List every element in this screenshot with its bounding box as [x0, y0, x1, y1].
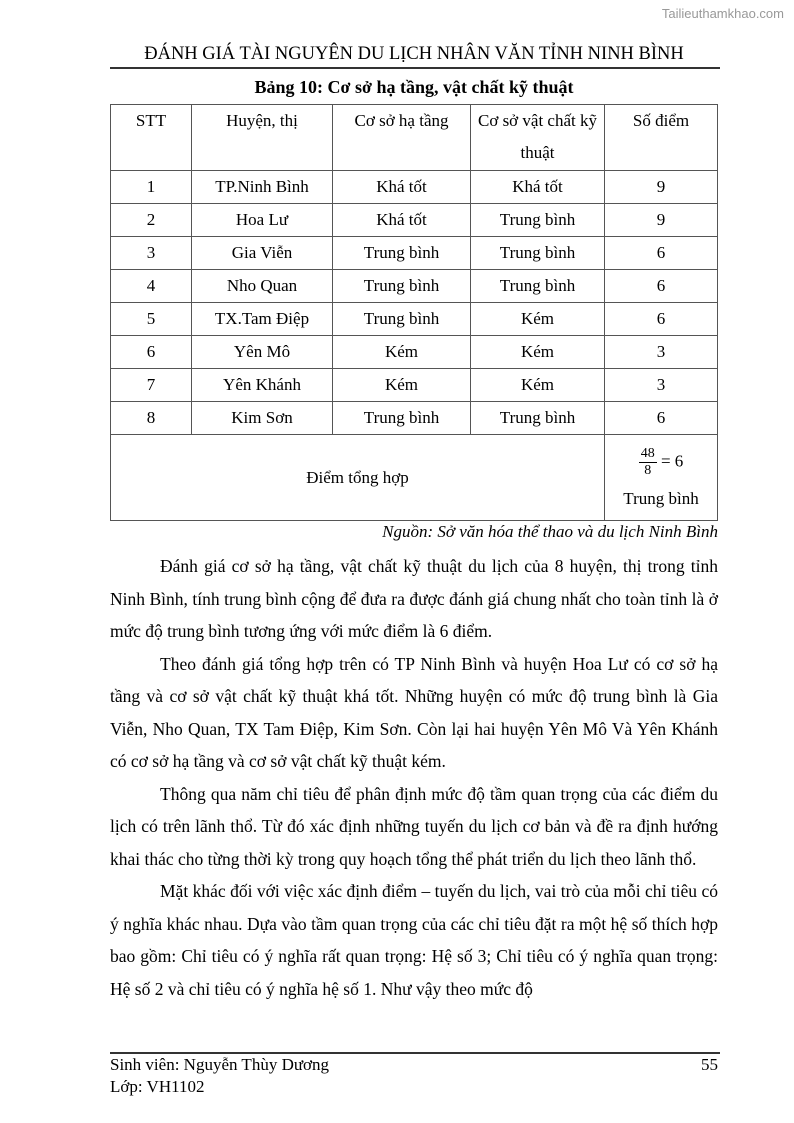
table-cell: 6 — [605, 402, 718, 435]
table-cell: 1 — [111, 171, 192, 204]
table-cell: Nho Quan — [192, 270, 333, 303]
watermark: Tailieuthamkhao.com — [661, 6, 784, 21]
denominator: 8 — [644, 463, 652, 478]
table-cell: 9 — [605, 204, 718, 237]
running-header: ĐÁNH GIÁ TÀI NGUYÊN DU LỊCH NHÂN VĂN TỈNH NINH BÌNH — [144, 44, 684, 64]
table-cell: 2 — [111, 204, 192, 237]
table-row — [111, 369, 718, 402]
table-cell: Yên Mô — [192, 336, 333, 369]
table-cell: TP.Ninh Bình — [192, 171, 333, 204]
table-cell: Khá tốt — [333, 171, 471, 204]
header-cell: Số điểm — [605, 105, 718, 171]
table-cell: Khá tốt — [471, 171, 605, 204]
table-cell: Trung bình — [333, 303, 471, 336]
table-cell: 3 — [605, 369, 718, 402]
table-row — [111, 402, 718, 435]
paragraph: Mặt khác đối với việc xác định điểm – tuyến du lịch, vai trò của mỗi chỉ tiêu có ý nghĩa khác nhau. Dựa vào tầm quan trọng của các chỉ tiêu đặt ra một hệ số thích hợp bao gồm: Chỉ tiêu có ý nghĩa rất quan trọng: Hệ số 3; Chỉ tiêu có ý nghĩa quan trọng: Hệ số 2 và chỉ tiêu có ý nghĩa hệ số 1. Như vậy theo mức độ — [110, 881, 718, 999]
table-cell: 5 — [111, 303, 192, 336]
page-number: 55 — [701, 1055, 718, 1074]
table-cell: Khá tốt — [333, 204, 471, 237]
table-cell: 9 — [605, 171, 718, 204]
fraction — [639, 446, 657, 479]
table-caption: Bảng 10: Cơ sở hạ tầng, vật chất kỹ thuật — [254, 77, 574, 97]
table-cell: Kém — [471, 369, 605, 402]
header-cell: Huyện, thị — [192, 105, 333, 171]
table-cell: Trung bình — [333, 237, 471, 270]
table-cell: Gia Viễn — [192, 237, 333, 270]
source-note: Nguồn: Sở văn hóa thể thao và du lịch Ninh Bình — [382, 522, 718, 541]
table-row — [111, 336, 718, 369]
paragraph: Đánh giá cơ sở hạ tầng, vật chất kỹ thuật du lịch của 8 huyện, thị trong tỉnh Ninh Bình, tính trung bình cộng để đưa ra được đánh giá chung nhất cho toàn tỉnh là ở mức độ trung bình tương ứng với mức điểm là 6 điểm. — [110, 556, 718, 641]
table-cell: Trung bình — [333, 402, 471, 435]
table-cell: Trung bình — [471, 402, 605, 435]
paragraph: Theo đánh giá tổng hợp trên có TP Ninh Bình và huyện Hoa Lư có cơ sở hạ tầng và cơ sở vật chất kỹ thuật khá tốt. Những huyện có mức độ trung bình là Gia Viễn, Nho Quan, TX Tam Điệp, Kim Sơn. Còn lại hai huyện Yên Mô Và Yên Khánh có cơ sở hạ tầng và cơ sở vật chất kỹ thuật kém. — [110, 653, 718, 771]
table-cell: 3 — [605, 336, 718, 369]
table-row — [111, 303, 718, 336]
footer-divider — [110, 1052, 720, 1054]
table-row — [111, 171, 718, 204]
table-cell: 8 — [111, 402, 192, 435]
table-cell: 6 — [605, 303, 718, 336]
table-row — [111, 237, 718, 270]
table-cell: 6 — [605, 270, 718, 303]
total-rating: Trung bình — [623, 489, 699, 508]
table-cell: TX.Tam Điệp — [192, 303, 333, 336]
table-cell: 7 — [111, 369, 192, 402]
header-cell: STT — [111, 105, 192, 171]
total-cell — [605, 435, 718, 521]
header-cell: Cơ sở hạ tầng — [333, 105, 471, 171]
table-cell: Trung bình — [471, 237, 605, 270]
table-cell: 3 — [111, 237, 192, 270]
table-cell: 4 — [111, 270, 192, 303]
footer-student: Sinh viên: Nguyễn Thùy Dương — [110, 1055, 330, 1074]
table-cell: Kém — [333, 369, 471, 402]
footer-class: Lớp: VH1102 — [110, 1077, 205, 1096]
data-table — [110, 104, 718, 521]
table-cell: Trung bình — [471, 270, 605, 303]
table-row — [111, 204, 718, 237]
table-cell: Kém — [471, 336, 605, 369]
table-cell: Kém — [471, 303, 605, 336]
table-cell: Trung bình — [471, 204, 605, 237]
table-cell: Hoa Lư — [192, 204, 333, 237]
header-divider — [110, 67, 720, 69]
total-label: Điểm tổng hợp — [111, 435, 605, 521]
header-cell: Cơ sở vật chất kỹ thuật — [471, 105, 605, 171]
table-cell: Kém — [333, 336, 471, 369]
table-cell: 6 — [605, 237, 718, 270]
table-cell: Yên Khánh — [192, 369, 333, 402]
total-row — [111, 435, 718, 521]
table-row — [111, 270, 718, 303]
body-text — [110, 550, 718, 1005]
table-cell: Trung bình — [333, 270, 471, 303]
table-cell: 6 — [111, 336, 192, 369]
paragraph: Thông qua năm chỉ tiêu để phân định mức độ tầm quan trọng của các điểm du lịch có trên lãnh thổ. Từ đó xác định những tuyến du lịch cơ bản và đề ra định hướng khai thác cho từng thời kỳ trong quy hoạch tổng thể phát triển du lịch theo lãnh thổ. — [110, 783, 718, 869]
table-header-row — [111, 105, 718, 171]
numerator: 48 — [640, 446, 655, 461]
table-cell: Kim Sơn — [192, 402, 333, 435]
total-value: = 6 — [660, 451, 684, 471]
